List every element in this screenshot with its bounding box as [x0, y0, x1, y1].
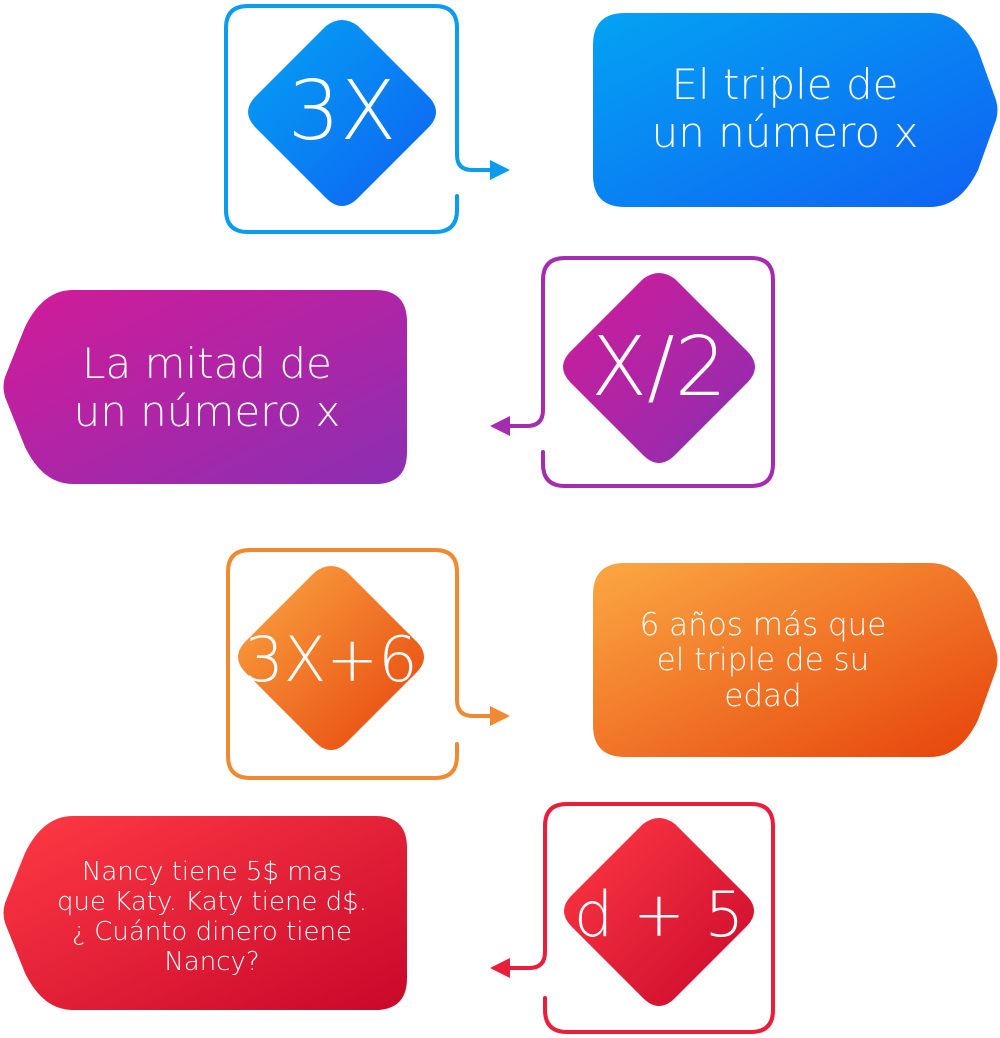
row-3-arrowhead: [490, 706, 510, 726]
row-1-expression: 3X: [287, 63, 397, 159]
row-4-connector: [509, 952, 545, 968]
row-1-arrowhead: [490, 160, 510, 180]
row-2-connector: [507, 410, 543, 426]
row-3-connector: [457, 700, 492, 716]
row-4-arrowhead: [490, 958, 510, 978]
row-1-connector: [457, 155, 492, 170]
row-3-description: 6 años más que el triple de su edad: [639, 606, 887, 714]
row-1-description: El triple de un número x: [651, 59, 919, 157]
row-2-arrowhead: [490, 416, 510, 436]
row-4-description: Nancy tiene 5$ mas que Katy. Katy tiene d$. ¿ Cuánto dinero tiene Nancy?: [56, 857, 367, 977]
row-4-expression: d + 5: [573, 877, 745, 951]
row-2-expression: X/2: [591, 319, 727, 415]
row-3-expression: 3X+6: [244, 622, 418, 696]
row-2-description: La mitad de un número x: [73, 338, 341, 436]
